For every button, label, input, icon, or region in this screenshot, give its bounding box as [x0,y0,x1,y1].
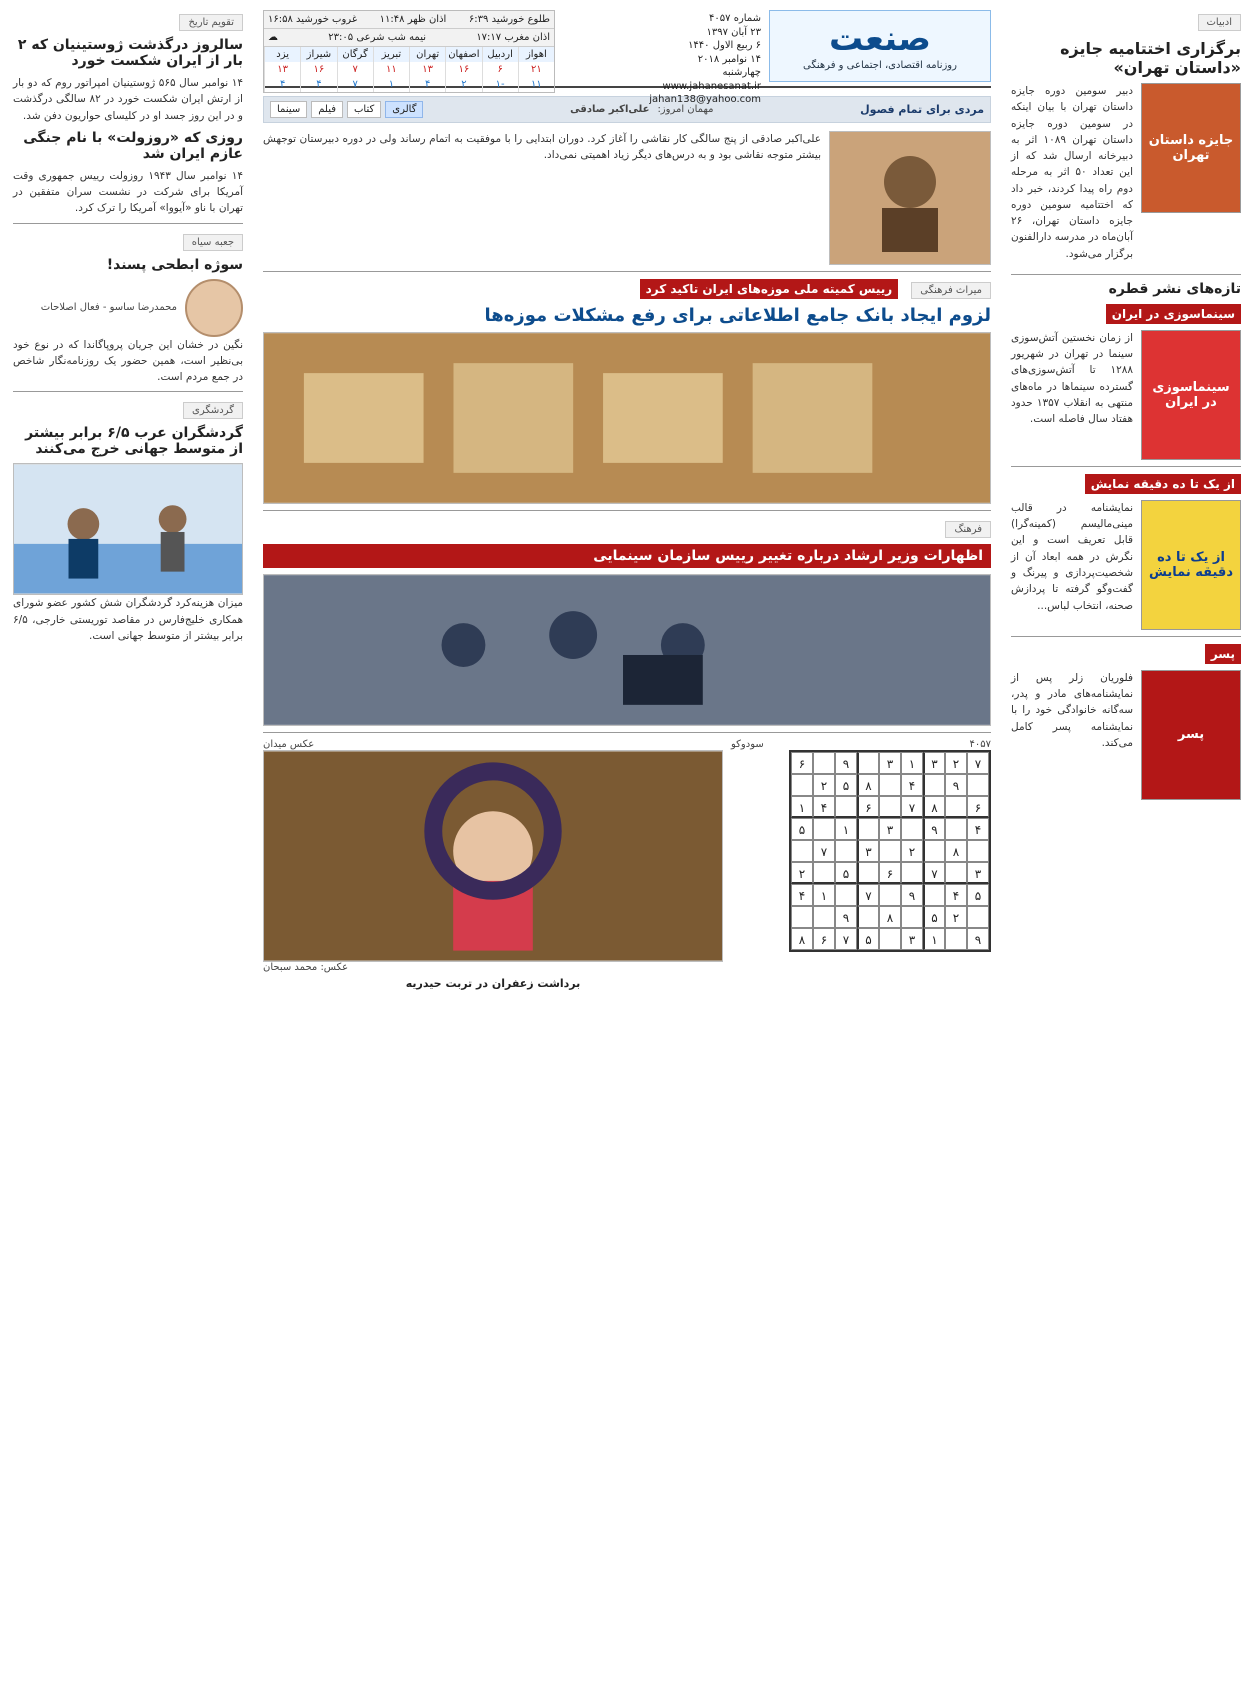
book-cover-boy[interactable]: پسر [1141,670,1241,800]
sudoku-number: ۴۰۵۷ [969,739,991,750]
section-tag-calendar: تقویم تاریخ [179,14,243,31]
calendar-item1-title[interactable]: سالروز درگذشت ژوستینیان که ۲ بار از ایران شکست خورد [17,37,243,69]
article-title-tehran-story[interactable]: برگزاری اختتامیه جایزه «داستان تهران» [1060,39,1241,77]
tag-cultural-heritage: میراث فرهنگی [911,282,991,299]
feature-article-body: علی‌اکبر صادقی از پنج سالگی کار نقاشی را آغاز کرد. دوران ابتدایی را با موفقیت به اتمام رساند ولی در دوره دبیرستان توجهش بیشتر متوجه نقاشی بود و به درس‌های دیگر زیاد اهمیتی نمی‌داد. [263,133,821,162]
left-column [13,10,243,1673]
book-cover-one-to-ten[interactable]: از یک تا ده دقیقه نمایش [1141,500,1241,630]
article-body-1: دبیر سومین دوره جایزه داستان تهران با بیان اینکه در سومین دوره جایزه داستان تهران ۱۰۸۹ اثر به دبیرخانه ارسال شد که از این تعداد ۵۰ اثر به مرحله دوم راه پیدا کردند، خبر داد که اختتامیه سومین دوره جایزه داستان تهران، ۲۶ آبان‌ماه در مدرسه دارالفنون برگزار می‌شود. [1011,85,1133,260]
date-persian: ۲۳ آبان ۱۳۹۷ [706,26,761,38]
section-title[interactable]: مردی برای تمام فصول [860,103,984,116]
book-cover-cinema-burning[interactable]: سینماسوزی در ایران [1141,330,1241,460]
guest-name[interactable]: علی‌اکبر صادقی [570,104,650,115]
subsection-boy: پسر [1205,644,1241,664]
sudoku-panel [731,739,991,990]
bottom-row [263,739,991,990]
blackbox-title[interactable]: سوژه ابطحی پسند! [106,256,243,273]
center-column [263,10,991,1673]
section-tag-tourism: گردشگری [183,402,243,419]
tourism-title[interactable]: گردشگران عرب ۶/۵ برابر بیشتر از متوسط جهانی خرج می‌کنند [25,425,243,458]
book2-row: سینماسوزی در ایران از زمان نخستین آتش‌سوزی سینما در تهران در شهریور ۱۲۸۸ تا آتش‌سوزی‌های گسترده سینماها در ماه‌های منتهی به انقلاب ۱۳۵۷ حدود هفتاد سال فاصله است. [1011,330,1241,460]
culture-title[interactable]: اظهارات وزیر ارشاد درباره تغییر رییس سازمان سینمایی [263,544,991,568]
weather-icon: ☁ [268,32,278,43]
weekday: چهارشنبه [722,67,761,78]
photo-panel [263,739,723,990]
culture-article [263,517,991,726]
feature-row [263,131,991,265]
calendar-item2-title[interactable]: روزی که «روزولت» با نام جنگی عازم ایران شد [23,129,243,162]
photo-label: عکس میدان [263,739,315,750]
author-block [13,279,243,337]
tab-film[interactable]: فیلم [311,101,343,118]
section-tag-literature: ادبیات [1198,14,1242,31]
guest-label: مهمان امروز: [657,104,714,115]
section-tag-blackbox: جعبه سیاه [183,234,243,251]
sunrise: طلوع خورشید ۶:۳۹ [468,14,550,25]
date-hijri: ۶ ربیع الاول ۱۴۴۰ [688,40,761,51]
issue-number: شماره ۴۰۵۷ [709,13,761,24]
tag-culture: فرهنگ [945,521,991,538]
avatar [185,279,243,337]
tab-cinema[interactable]: سینما [270,101,307,118]
subsection-qatreh-title[interactable]: تازه‌های نشر قطره [1108,280,1241,297]
tab-gallery[interactable]: گالری [385,101,423,118]
right-column: ادبیات برگزاری اختتامیه جایزه «داستان تهران» جایزه داستان تهران دبیر سومین دوره جایزه داستان تهران با بیان اینکه در سومین دوره جایزه داستان تهران ۱۰۸۹ اثر به دبیرخانه ارسال شد که از این تعداد ۵۰ اثر به مرحله دوم راه پیدا کردند، خبر داد که اختتامیه سومین دوره جایزه داستان تهران، ۲۶ آبان‌ماه در مدرسه دارالفنون برگزار می‌شود. تازه‌های نشر قطره سینماسوزی در ایران سینماسوزی در ایران از زمان نخستین آتش‌سوزی سینما در تهران در شهریور ۱۲۸۸ تا آتش‌سوزی‌های گسترده سینماها در ماه‌های منتهی به انقلاب ۱۳۵۷ حدود هفتاد سال فاصله است. از یک تا ده دقیقه نمایش از یک تا ده دقیقه نمایش نمایشنامه در قالب مینی‌مالیسم (کمینه‌گرا) قابل تعریف است و این نگرش در همه ابعاد آن از شخصیت‌پردازی و پیرنگ و گفت‌وگو گرفته تا پردازش صحنه، انتخاب لباس... پسر پسر فلوریان زلر پس از نمایشنامه‌های مادر و پدر، سه‌گانه خانوادگی خود را با نمایشنامه پسر کامل می‌کند. [1011,10,1241,1673]
photo-caption: برداشت زعفران در تربت حیدریه [405,977,581,990]
sudoku-grid[interactable]: ۷ ۲ ۳ ۱ ۳ ۹ ۶ ۹ ۴ ۸ ۵ ۲ ۶ ۸ ۷ ۶ ۴ ۱ ۴ ۹ ۳ ۱ ۵ ۸ ۲ ۳ ۷ ۳ ۷ ۶ ۵ ۲ ۵ ۴ ۹ ۷ ۱ ۴ ۲ ۵ ۸ ۹ ۹ ۱ ۳ ۵ ۷ ۶ ۸ [789,750,991,952]
weather-grid: اهواز اردبیل اصفهان تهران تبریز گرگان شیراز یزد ۲۱ ۶ ۱۶ ۱۳ ۱۱ ۷ ۱۶ ۱۳ ۱۱ -۱ ۲ ۴ ۱ ۷ ۴ ۴ [264,47,554,92]
email[interactable]: jahan138@yahoo.com [649,94,761,105]
paper-logo[interactable]: صنعت روزنامه اقتصادی، اجتماعی و فرهنگی [769,10,991,82]
subsection-cinema-burning: سینماسوزی در ایران [1106,304,1241,324]
tab-book[interactable]: کتاب [347,101,381,118]
maghrib: اذان مغرب ۱۷:۱۷ [476,32,550,43]
book-cover-tehran-story[interactable]: جایزه داستان تهران [1141,83,1241,213]
blackbox-body: نگین در خشان این جریان پروپاگاندا که در نوع خود بی‌نظیر است، همین حضور یک روزنامه‌نگار شاخص در جمع مردم است. [13,338,243,384]
museum-article [263,278,991,504]
calendar-item1-body: ۱۴ نوامبر سال ۵۶۵ ژوستینیان امپراتور روم که دو بار از ارتش ایران شکست خورد در ۸۲ سالگی درگذشت و در این روز جسد او در کلیسای حواریون دفن شد. [13,77,243,122]
noon-prayer: اذان ظهر ۱۱:۴۸ [379,14,447,25]
website[interactable]: www.jahanesanat.ir [662,80,761,92]
masthead-meta [555,10,769,109]
subsection-one-to-ten: از یک تا ده دقیقه نمایش [1085,474,1241,494]
divider [1011,274,1241,275]
culture-photo[interactable] [263,574,991,726]
book-feature [1011,83,1241,268]
masthead [263,10,991,105]
sudoku-label: سودوکو [731,739,764,750]
midnight: نیمه شب شرعی ۲۳:۰۵ [328,32,427,43]
date-gregorian: ۱۴ نوامبر ۲۰۱۸ [697,53,761,65]
weather-widget [263,10,555,93]
tourism-body: میزان هزینه‌کرد گردشگران شش کشور عضو شورای همکاری خلیج‌فارس در مقاصد توریستی خارجی، ۶/۵ برابر بیشتر از متوسط جهانی است. [13,597,243,642]
calendar-item2-body: ۱۴ نوامبر سال ۱۹۴۳ روزولت رییس جمهوری وقت آمریکا برای شرکت در نشست سران متفقین در تهران با ناو «آیووا» آمریکا را ترک کرد. [13,169,243,215]
tourism-photo[interactable] [13,463,243,595]
portrait-image[interactable] [829,131,991,265]
museum-photo[interactable] [263,332,991,504]
author-name: محمدرضا ساسو - فعال اصلاحات [40,302,177,314]
museum-title[interactable]: لزوم ایجاد بانک جامع اطلاعاتی برای رفع مشکلات موزه‌ها [484,305,991,326]
museum-kicker: رییس کمیته ملی موزه‌های ایران تاکید کرد [640,279,899,299]
sunset: غروب خورشید ۱۶:۵۸ [268,14,358,25]
saffron-photo[interactable] [263,750,723,962]
topic-tabs [270,101,423,118]
photographer-credit: عکس: محمد سبحان [263,962,349,973]
